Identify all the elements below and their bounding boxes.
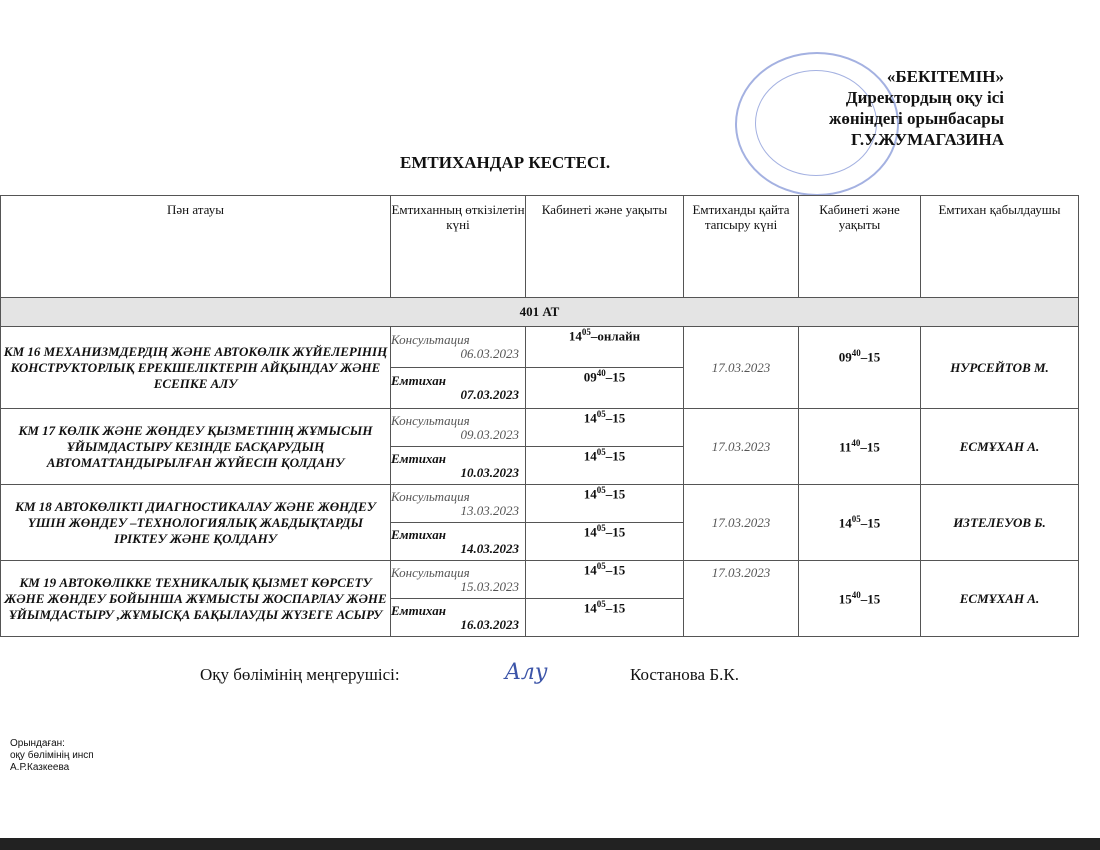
retake-date: 17.03.2023 <box>684 327 799 409</box>
consult-date: 06.03.2023 <box>460 346 519 361</box>
exam-label: Емтихан <box>391 602 446 618</box>
exam-time: $09^{40}-15$ <box>526 368 684 409</box>
consult-time: $14^{05}-15$ <box>526 561 684 599</box>
consult-label: Консультация <box>391 488 470 504</box>
exam-date: 07.03.2023 <box>460 387 519 402</box>
header-subject: Пән атауы <box>1 196 391 298</box>
exam-date: 16.03.2023 <box>460 616 519 632</box>
table-row <box>1 409 1079 447</box>
exam-label: Емтихан <box>391 526 446 542</box>
header-room-time: Кабинеті және уақыты <box>526 196 684 298</box>
table-row <box>1 561 1079 599</box>
exam-label: Емтихан <box>391 450 446 466</box>
header-examiner: Емтихан қабылдаушы <box>921 196 1079 298</box>
exam-time: $14^{05}-15$ <box>526 599 684 637</box>
subject-cell: КМ 19 АВТОКӨЛІККЕ ТЕХНИКАЛЫҚ ҚЫЗМЕТ КӨРСЕТУ ЖӘНЕ ЖӨНДЕУ БОЙЫНША ЖҰМЫСТЫ ЖОСПАРЛАУ ЖӘНЕ ҰЙЫМДАСТЫРУ ,ЖҰМЫСҚА БАҚЫЛАУДЫ ЖҮЗЕГЕ АСЫРУ <box>1 561 391 637</box>
consult-date: 15.03.2023 <box>460 578 519 594</box>
performer-block <box>10 738 94 774</box>
examiner-cell: ИЗТЕЛЕУОВ Б. <box>921 485 1079 561</box>
approval-line-3: жөніндегі орынбасары <box>829 109 1004 128</box>
exam-label: Емтихан <box>391 373 446 388</box>
exam-time: $14^{05}-15$ <box>526 447 684 485</box>
footer-name: Костанова Б.К. <box>630 665 739 684</box>
subject-cell: КМ 17 КӨЛІК ЖӘНЕ ЖӨНДЕУ ҚЫЗМЕТІНІҢ ЖҰМЫСЫН ҰЙЫМДАСТЫРУ КЕЗІНДЕ БАСҚАРУДЫҢ АВТОМАТТАНДЫРЫЛҒАН ЖҮЙЕСІН ҚОЛДАНУ <box>1 409 391 485</box>
exam-time: $14^{05}-15$ <box>526 523 684 561</box>
retake-time: $15^{40}-15$ <box>799 561 921 637</box>
retake-time: $14^{05}-15$ <box>799 485 921 561</box>
consult-label: Консультация <box>391 412 470 428</box>
exam-date: 14.03.2023 <box>460 540 519 556</box>
table-row <box>1 327 1079 368</box>
subject-cell: КМ 18 АВТОКӨЛІКТІ ДИАГНОСТИКАЛАУ ЖӘНЕ ЖӨНДЕУ ҮШІН ЖӨНДЕУ –ТЕХНОЛОГИЯЛЫҚ ЖАБДЫҚТАРДЫ ІРІКТЕУ ЖӘНЕ ҚОЛДАНУ <box>1 485 391 561</box>
header-retake-room-time: Кабинеті және уақыты <box>799 196 921 298</box>
group-row <box>1 298 1079 327</box>
examiner-cell: ЕСМҰХАН А. <box>921 561 1079 637</box>
retake-time: $09^{40}-15$ <box>799 327 921 409</box>
page-title: ЕМТИХАНДАР КЕСТЕСІ. <box>400 153 611 172</box>
retake-date: 17.03.2023 <box>684 409 799 485</box>
consult-time: $14^{05}-15$ <box>526 485 684 523</box>
exam-date: 10.03.2023 <box>460 464 519 480</box>
subject-cell: КМ 16 МЕХАНИЗМДЕРДІҢ ЖӘНЕ АВТОКӨЛІК ЖҮЙЕЛЕРІНІҢ КОНСТРУКТОРЛЫҚ ЕРЕКШЕЛІКТЕРІН АЙҚЫНДАУ ЖӘНЕ ЕСЕПКЕ АЛУ <box>1 327 391 409</box>
approval-line-2: Директордың оқу ісі <box>845 88 1004 107</box>
consult-label: Консультация <box>391 564 470 580</box>
header-exam-date: Емтиханның өткізілетін күні <box>391 196 526 298</box>
examiner-cell: ЕСМҰХАН А. <box>921 409 1079 485</box>
performer-line-3: А.Р.Казкеева <box>10 762 70 773</box>
consult-date: 09.03.2023 <box>460 426 519 442</box>
retake-date: 17.03.2023 <box>684 561 799 637</box>
consult-time: $14^{05}$–онлайн <box>526 327 684 368</box>
table-header-row <box>1 196 1079 298</box>
examiner-cell: НУРСЕЙТОВ М. <box>921 327 1079 409</box>
signature: Aлу <box>505 660 548 685</box>
table-row <box>1 485 1079 523</box>
consult-time: $14^{05}-15$ <box>526 409 684 447</box>
consult-date: 13.03.2023 <box>460 502 519 518</box>
consult-label: Консультация <box>391 332 470 347</box>
group-name: 401 АТ <box>1 298 1079 327</box>
retake-date: 17.03.2023 <box>684 485 799 561</box>
approval-line-4: Г.У.ЖУМАГАЗИНА <box>851 130 1004 149</box>
retake-time: $11^{40}-15$ <box>799 409 921 485</box>
footer-position: Оқу бөлімінің меңгерушісі: <box>200 665 400 684</box>
header-retake-date: Емтиханды қайта тапсыру күні <box>684 196 799 298</box>
exam-schedule-table <box>0 195 1079 637</box>
scan-edge <box>0 838 1100 850</box>
performer-line-1: Орындаған: <box>10 738 65 749</box>
approval-line-1: «БЕКІТЕМІН» <box>886 67 1004 86</box>
performer-line-2: оқу бөлімінің инсп <box>10 750 94 761</box>
approval-block <box>829 66 1004 150</box>
